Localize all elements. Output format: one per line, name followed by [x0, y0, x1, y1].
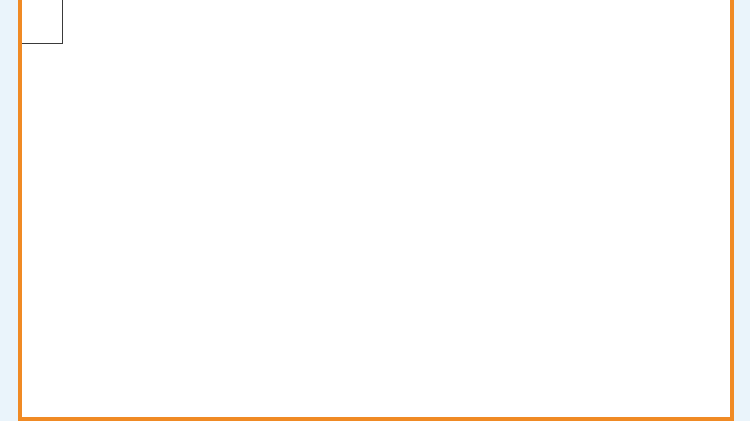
clue-cell-r0c0 — [22, 0, 63, 44]
crossword-board — [18, 0, 734, 421]
